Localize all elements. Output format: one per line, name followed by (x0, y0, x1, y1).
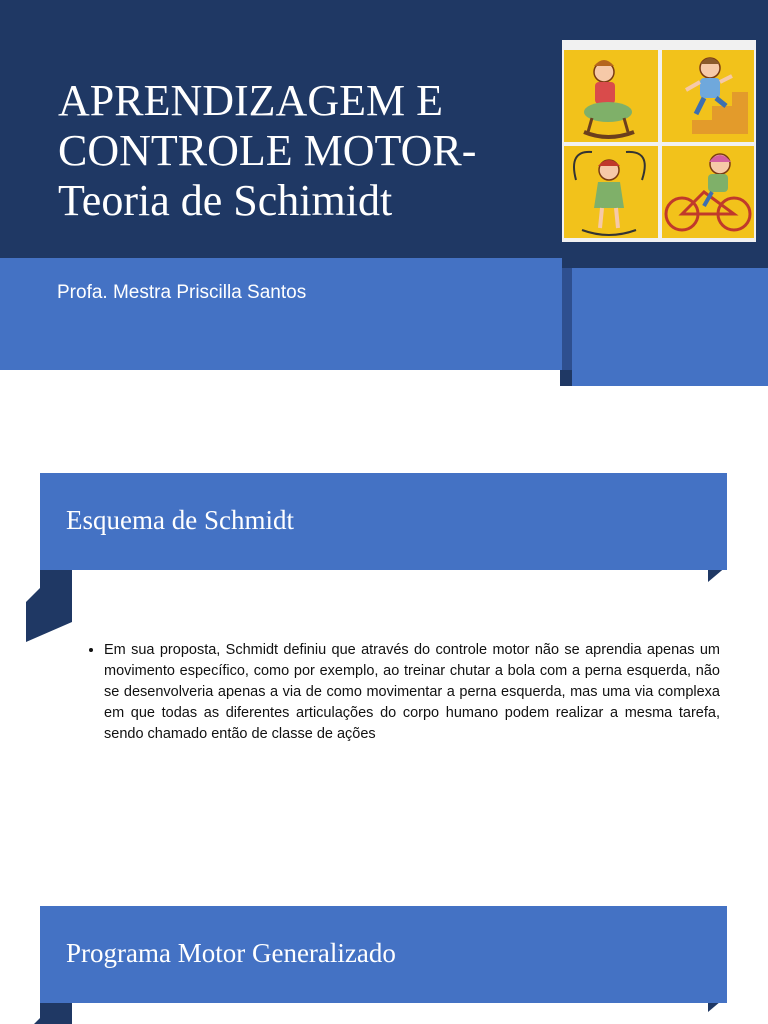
slide-body (90, 640, 720, 745)
slide-heading: Programa Motor Generalizado (66, 938, 396, 968)
content-slide (0, 436, 768, 866)
slide-heading: Esquema de Schmidt (66, 505, 294, 535)
presenter-name: Profa. Mestra Priscilla Santos (57, 282, 307, 303)
presentation-title: APRENDIZAGEM E CONTROLE MOTOR- Teoria de Schimidt (58, 76, 477, 225)
subtitle-band-right (572, 268, 768, 386)
subtitle-band (0, 258, 562, 370)
next-slide (0, 866, 768, 1024)
band-fold (562, 268, 572, 370)
bullet-list (90, 640, 720, 745)
children-activities-illustration (562, 40, 756, 242)
title-slide (0, 0, 768, 386)
bullet-item: • Em sua proposta, Schmidt definiu que através do controle motor não se aprendia apenas um movimento específico, como por exemplo, ao treinar chutar a bola com a perna esquerda, não se desenvolveria apenas a via de como movimentar a perna esquerda, mas uma via complexa em que todas as diferentes articulações do corpo humano podem realizar a mesma tarefa, sendo chamado então de classe de ações (104, 640, 720, 745)
